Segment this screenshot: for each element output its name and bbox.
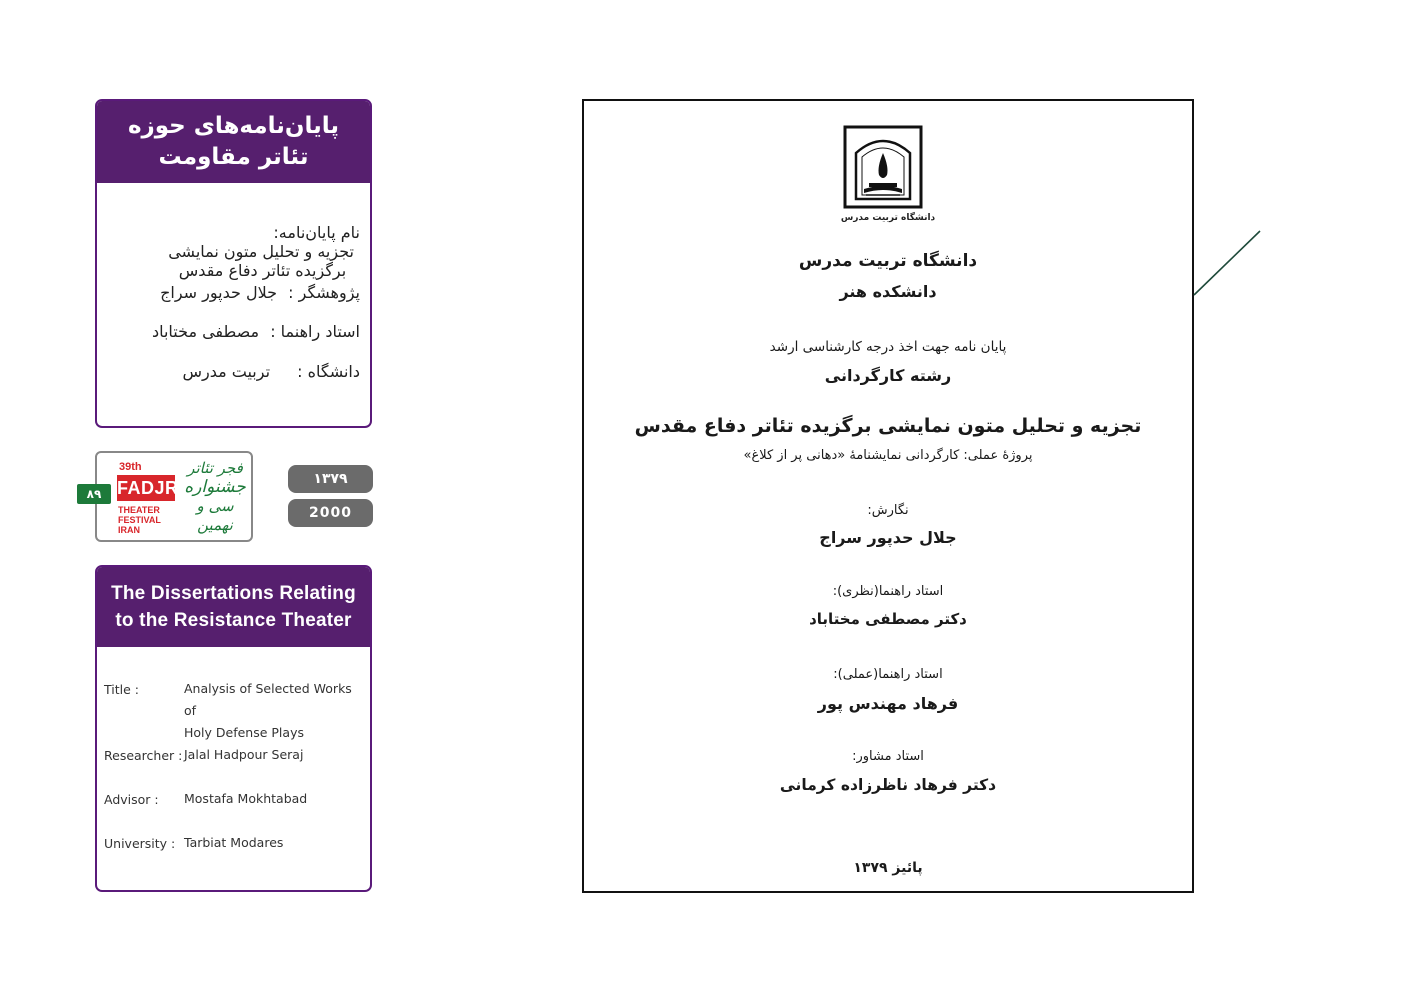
- english-advisor-label: Advisor :: [104, 792, 159, 807]
- persian-title-value-line1: تجزیه و تحلیل متون نمایشی: [168, 242, 354, 261]
- english-card-header: [97, 567, 370, 647]
- english-title-label: Title :: [104, 682, 139, 697]
- thesis-date: پائیز ۱۳۷۹: [853, 860, 923, 876]
- english-researcher-value: Jalal Hadpour Seraj: [184, 747, 304, 762]
- persian-researcher-row: [105, 283, 360, 302]
- fadjr-subtitle-line2: IRAN: [118, 525, 140, 535]
- fadjr-persian-calligraphy: [179, 459, 251, 539]
- consultant-name: دکتر فرهاد ناظرزاده کرمانی: [779, 776, 997, 794]
- university-emblem-icon: [842, 123, 924, 213]
- persian-advisor-row: [105, 322, 360, 341]
- persian-advisor-label: استاد راهنما :: [270, 322, 360, 341]
- advisor-practical-label: استاد راهنما(عملی):: [833, 667, 943, 682]
- english-university-label: University :: [104, 836, 176, 851]
- fadjr-edition: 39th: [119, 461, 142, 473]
- english-advisor-value: Mostafa Mokhtabad: [184, 791, 308, 806]
- consultant-label: استاد مشاور:: [852, 749, 924, 764]
- persian-info-card: [95, 99, 372, 428]
- persian-advisor-value: مصطفی مختاباد: [151, 322, 260, 341]
- thesis-main-title: تجزیه و تحلیل متون نمایشی برگزیده تئاتر دفاع مقدس: [634, 415, 1142, 437]
- english-card-title-line1: The Dissertations Relating: [111, 583, 356, 604]
- advisor-theory-name: دکتر مصطفی مختاباد: [809, 610, 967, 628]
- author-label: نگارش:: [867, 503, 909, 518]
- persian-university-value: تربیت مدرس: [182, 362, 271, 381]
- persian-title-row: [105, 223, 360, 280]
- emblem-caption: دانشگاه تربیت مدرس: [840, 213, 936, 223]
- fadjr-festival-logo: [95, 451, 253, 542]
- fadjr-subtitle: [118, 505, 178, 535]
- fadjr-calligraphy-line3: سی و نهمین: [196, 497, 234, 534]
- field-name: رشته کارگردانی: [824, 366, 952, 385]
- gregorian-year-badge: 2000: [288, 499, 373, 527]
- advisor-theory-label: استاد راهنما(نظری):: [832, 584, 944, 599]
- fadjr-calligraphy-line1: فجر تئاتر: [187, 459, 243, 477]
- practical-project-line: پروژهٔ عملی: کارگردانی نمایشنامهٔ «دهانی پر از کلاغ»: [743, 448, 1033, 463]
- author-name: جلال حدپور سراج: [819, 528, 957, 547]
- english-info-card: [95, 565, 372, 892]
- persian-researcher-value: جلال حدپور سراج: [160, 283, 278, 302]
- persian-title-label: نام پایان‌نامه:: [273, 223, 360, 242]
- english-title-value-line1: Analysis of Selected Works of: [184, 681, 352, 718]
- persian-card-title-line2: تئاتر مقاومت: [158, 144, 309, 170]
- issue-number-badge: ۸۹: [77, 484, 111, 504]
- english-title-value: [184, 678, 366, 744]
- fadjr-calligraphy-line2: جشنواره: [184, 477, 246, 497]
- english-card-title-line2: to the Resistance Theater: [115, 610, 352, 631]
- persian-year-badge: ۱۳۷۹: [288, 465, 373, 493]
- decorative-diagonal-line: [1192, 229, 1262, 299]
- university-name: دانشگاه تربیت مدرس: [798, 251, 978, 271]
- persian-university-label: دانشگاه :: [297, 362, 360, 381]
- advisor-practical-name: فرهاد مهندس پور: [817, 694, 959, 713]
- thesis-cover-page: [582, 99, 1194, 893]
- persian-card-header: [97, 101, 370, 183]
- faculty-name: دانشکده هنر: [839, 282, 937, 301]
- english-title-value-line2: Holy Defense Plays: [184, 725, 304, 740]
- english-researcher-label: Researcher :: [104, 748, 183, 763]
- persian-card-title-line1: پایان‌نامه‌های حوزه: [127, 113, 340, 139]
- english-university-value: Tarbiat Modares: [184, 835, 284, 850]
- degree-line: پایان نامه جهت اخذ درجه کارشناسی ارشد: [769, 339, 1007, 355]
- persian-title-value-line2: برگزیده تئاتر دفاع مقدس: [178, 261, 347, 280]
- fadjr-subtitle-line1: THEATER FESTIVAL: [118, 505, 161, 525]
- persian-researcher-label: پژوهشگر :: [288, 283, 360, 302]
- persian-university-row: [105, 362, 360, 381]
- fadjr-brand: FADJR: [117, 475, 175, 501]
